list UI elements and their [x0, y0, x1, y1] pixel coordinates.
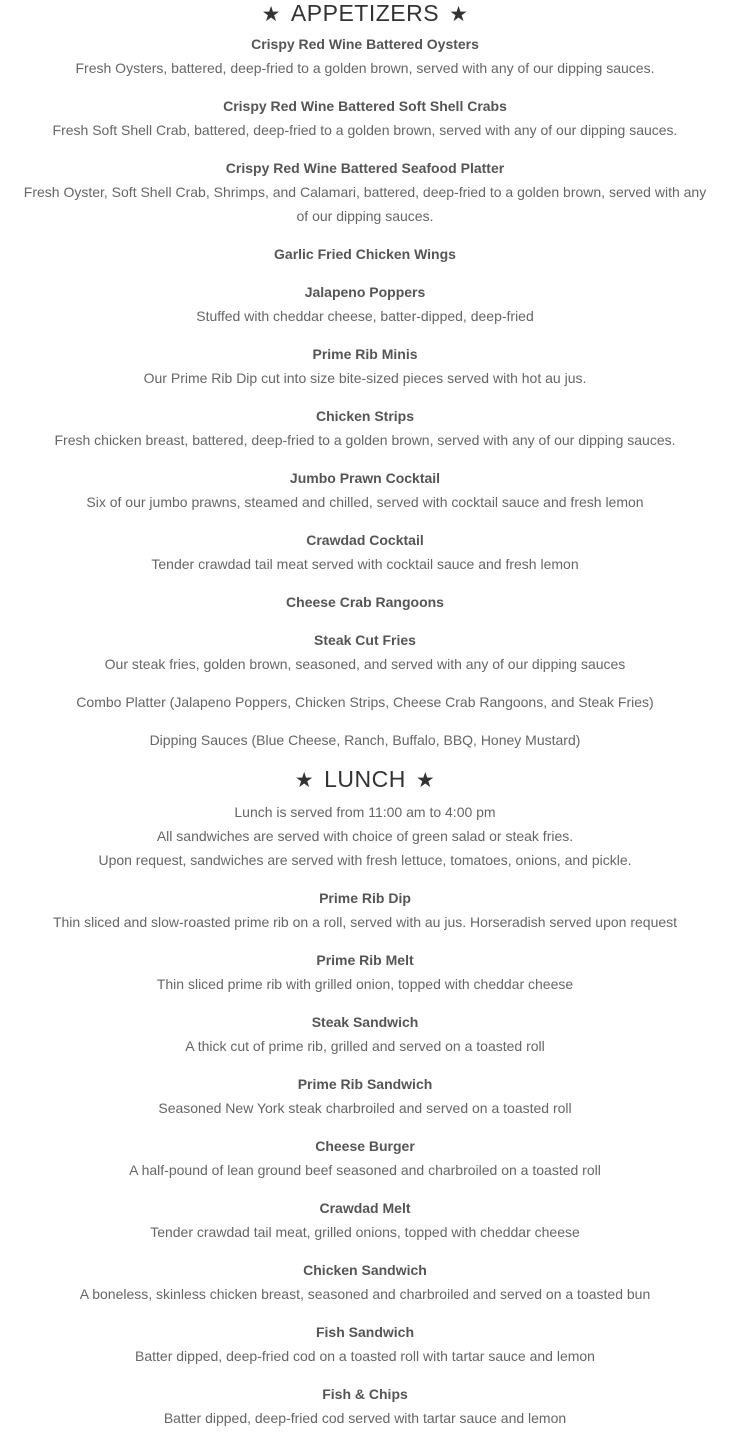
dipping-sauces-text: Dipping Sauces (Blue Cheese, Ranch, Buffalo, BBQ, Honey Mustard): [149, 732, 581, 748]
combo-platter-text: Combo Platter (Jalapeno Poppers, Chicken Strips, Cheese Crab Rangoons, and Steak Fries): [76, 694, 654, 710]
item-description: Batter dipped, deep-fried cod on a toasted roll with tartar sauce and lemon: [135, 1348, 595, 1364]
item-description: A boneless, skinless chicken breast, seasoned and charbroiled and served on a toasted bun: [79, 1286, 651, 1302]
item-description: Fresh Soft Shell Crab, battered, deep-fried to a golden brown, served with any of our dipping sauces.: [52, 122, 678, 138]
item-name: Cheese Crab Rangoons: [286, 594, 444, 610]
lunch-hours: Lunch is served from 11:00 am to 4:00 pm: [234, 804, 496, 820]
item-name: Cheese Burger: [315, 1138, 415, 1154]
item-description: Batter dipped, deep-fried cod served with tartar sauce and lemon: [163, 1410, 567, 1426]
item-name: Fish & Chips: [322, 1386, 408, 1402]
item-description: Our Prime Rib Dip cut into size bite-sized pieces served with hot au jus.: [143, 370, 587, 386]
appetizers-title: APPETIZERS: [290, 0, 440, 26]
menu-item: [8, 590, 722, 614]
item-name: Crawdad Cocktail: [306, 532, 424, 548]
item-description: Thin sliced and slow-roasted prime rib on a roll, served with au jus. Horseradish served upon request: [52, 914, 678, 930]
lunch-list: [8, 886, 722, 1430]
lunch-toppings-note: Upon request, sandwiches are served with fresh lettuce, tomatoes, onions, and pickle.: [98, 852, 632, 868]
item-description: Tender crawdad tail meat served with cocktail sauce and fresh lemon: [151, 556, 579, 572]
star-icon: ★: [294, 769, 315, 792]
lunch-sides-note: All sandwiches are served with choice of green salad or steak fries.: [156, 828, 574, 844]
item-name: Jalapeno Poppers: [304, 284, 426, 300]
menu-item: [8, 1382, 722, 1430]
menu-item: [8, 342, 722, 390]
lunch-heading: [8, 766, 722, 794]
item-name: Prime Rib Melt: [316, 952, 414, 968]
menu-item: [8, 156, 722, 228]
item-name: Prime Rib Minis: [312, 346, 418, 362]
star-icon: ★: [415, 769, 436, 792]
menu-item: [8, 1320, 722, 1368]
menu-item: [8, 628, 722, 676]
item-name: Crispy Red Wine Battered Soft Shell Crabs: [223, 98, 507, 114]
menu-item: [8, 242, 722, 266]
menu-item: [8, 404, 722, 452]
item-description: Thin sliced prime rib with grilled onion, topped with cheddar cheese: [156, 976, 574, 992]
dipping-sauces: [8, 728, 722, 752]
menu-item: [8, 1196, 722, 1244]
menu-item: [8, 1010, 722, 1058]
item-description: A thick cut of prime rib, grilled and served on a toasted roll: [185, 1038, 545, 1054]
menu-item: [8, 466, 722, 514]
item-description: Six of our jumbo prawns, steamed and chilled, served with cocktail sauce and fresh lemon: [86, 494, 644, 510]
lunch-title: LUNCH: [324, 766, 406, 792]
item-name: Garlic Fried Chicken Wings: [274, 246, 456, 262]
appetizers-heading: [8, 0, 722, 26]
item-name: Jumbo Prawn Cocktail: [289, 470, 441, 486]
item-name: Fish Sandwich: [315, 1324, 414, 1340]
item-description: Stuffed with cheddar cheese, batter-dipped, deep-fried: [196, 308, 534, 324]
lunch-intro: [8, 800, 722, 872]
item-description: Our steak fries, golden brown, seasoned, and served with any of our dipping sauces: [104, 656, 626, 672]
menu-item: [8, 32, 722, 80]
menu-item: [8, 886, 722, 934]
menu-item: [8, 948, 722, 996]
menu-item: [8, 1072, 722, 1120]
menu-item: [8, 94, 722, 142]
item-name: Crawdad Melt: [319, 1200, 411, 1216]
item-name: Steak Sandwich: [311, 1014, 419, 1030]
item-description: Fresh Oysters, battered, deep-fried to a golden brown, served with any of our dipping sauces.: [75, 60, 655, 76]
menu-item: [8, 280, 722, 328]
item-name: Chicken Sandwich: [303, 1262, 427, 1278]
item-name: Prime Rib Sandwich: [297, 1076, 433, 1092]
item-name: Steak Cut Fries: [314, 632, 416, 648]
item-description: Fresh chicken breast, battered, deep-fried to a golden brown, served with any of our dipping sauces.: [54, 432, 676, 448]
item-description: A half-pound of lean ground beef seasoned and charbroiled on a toasted roll: [129, 1162, 601, 1178]
item-description: Fresh Oyster, Soft Shell Crab, Shrimps, and Calamari, battered, deep-fried to a golden brown, served with any of our dipping sauces.: [23, 184, 707, 224]
menu-item: [8, 1258, 722, 1306]
item-name: Crispy Red Wine Battered Seafood Platter: [225, 160, 505, 176]
item-name: Prime Rib Dip: [319, 890, 411, 906]
star-icon: ★: [449, 3, 469, 26]
item-description: Seasoned New York steak charbroiled and served on a toasted roll: [158, 1100, 572, 1116]
item-name: Crispy Red Wine Battered Oysters: [251, 36, 479, 52]
item-description: Tender crawdad tail meat, grilled onions, topped with cheddar cheese: [150, 1224, 580, 1240]
star-icon: ★: [261, 3, 281, 26]
menu-item: [8, 1134, 722, 1182]
menu-item: [8, 528, 722, 576]
appetizers-list: [8, 32, 722, 752]
item-name: Chicken Strips: [315, 408, 415, 424]
combo-platter: [8, 690, 722, 714]
